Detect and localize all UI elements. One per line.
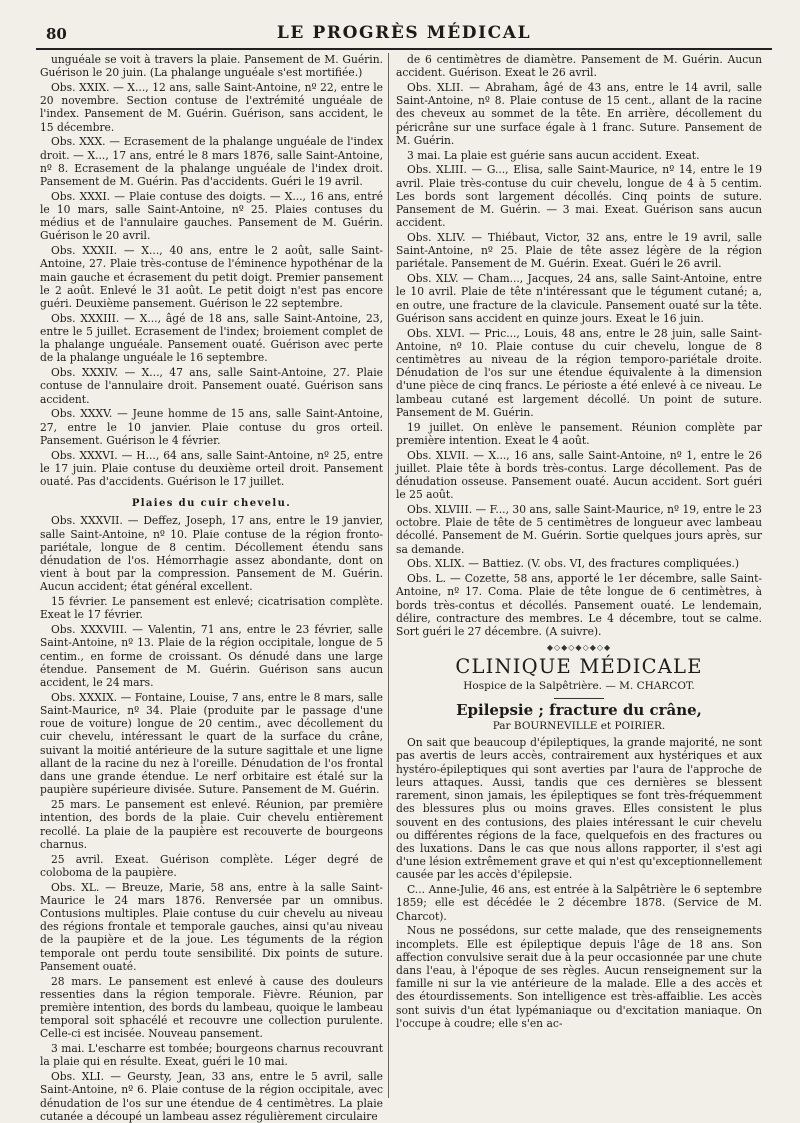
section-heading: Plaies du cuir chevelu. [131,498,292,510]
paragraph: Obs. XLIII. — G..., Elisa, salle Saint-Maurice, nº 14, entre le 19 avril. Plaie très-contuse du cuir chevelu, longue de 4 à 5 centim. Les bords sont largement décollés. Cinq points de suture. Pansement de M. Guérin. — 3 mai. Exeat. Guérison sans aucun accident. [396,163,762,230]
right-column [396,53,762,1100]
paragraph: 3 mai. La plaie est guérie sans aucun accident. Exeat. [407,148,700,162]
paragraph: Obs. XLIV. — Thiébaut, Victor, 32 ans, entre le 19 avril, salle Saint-Antoine, nº 25. Plaie de tête assez légère de la région pariétale. Pansement de M. Guérin. Exeat. Guéri le 26 avril. [396,231,762,271]
paragraph: Obs. XXIX. — X..., 12 ans, salle Saint-Antoine, nº 22, entre le 20 novembre. Section contuse de l'extrémité unguéale de l'index. Pansement de M. Guérin. Guérison, sans accident, le 15 décembre. [40,81,383,134]
article-title: Epilepsie ; fracture du crâne, [456,700,702,719]
paragraph: Nous ne possédons, sur cette malade, que des renseignements incomplets. Elle est épileptique depuis l'âge de 18 ans. Son affection convulsive serait due à la peur occasionnée par une chute dans l'eau, à l'époque de ses règles. Aucun renseignement sur la famille ni sur la vie antérieure de la malade. Elle a des accès et des étourdissements. Son intelligence est très-affaiblie. Les accès sont suivis d'un état lypémaniaque ou d'excitation maniaque. On l'occupe à coudre; elle s'en ac- [396,924,762,1030]
paragraph: Obs. XXXIX. — Fontaine, Louise, 7 ans, entre le 8 mars, salle Saint-Maurice, nº 34. Plaie (produite par le passage d'une roue de voiture) longue de 20 centim., avec décollement du cuir chevelu, intéressant le quart de la surface du crâne, suivant la moitié antérieure de la suture sagittale et une ligne allant de la racine du nez à l'oreille. Dénudation de l'os frontal dans une grande étendue. Le nerf orbitaire est étalé sur la paupière supérieure divisée. Suture. Pansement de M. Guérin. [40,690,383,797]
paragraph: de 6 centimètres de diamètre. Pansement de M. Guérin. Aucun accident. Guérison. Exeat le 26 avril. [396,53,762,80]
paragraph: Obs. XXXIII. — X..., âgé de 18 ans, salle Saint-Antoine, 23, entre le 5 juillet. Ecrasement de l'index; broiement complet de la phalange unguéale. Pansement ouaté. Guérison avec perte de la phalange unguéale le 16 septembre. [40,311,383,365]
paragraph: Obs. XXXVI. — H..., 64 ans, salle Saint-Antoine, nº 25, entre le 17 juin. Plaie contuse du deuxième orteil droit. Pansement ouaté. Pas d'accidents. Guérison le 17 juillet. [40,448,383,489]
paragraph: Obs. XLVI. — Pric..., Louis, 48 ans, entre le 28 juin, salle Saint-Antoine, nº 10. Plaie contuse du cuir chevelu, longue de 8 centimètres au niveau de la région temporo-pariétale droite. Dénudation de l'os sur une étendue équivalente à la dimension d'une pièce de cinq francs. Le périoste a été enlevé à ce niveau. Le lambeau cutané est largement décollé. Un point de suture. Pansement de M. Guérin. [396,326,762,419]
paragraph: 28 mars. Le pansement est enlevé à cause des douleurs ressenties dans la région temporale. Fièvre. Réunion, par première intention, des bords du lambeau, quoique le lambeau temporal soit sphacélé et recouvre une collection purulente. Celle-ci est incisée. Nouveau pansement. [40,974,383,1041]
paragraph: unguéale se voit à travers la plaie. Pansement de M. Guérin. Guérison le 20 juin. (La phalange unguéale s'est mortifiée.) [40,53,383,80]
section-rule [554,698,604,699]
page-header [36,22,772,50]
paragraph: Obs. XLIX. — Battiez. (V. obs. VI, des fractures compliquées.) [407,557,740,571]
paragraph: 25 avril. Exeat. Guérison complète. Léger degré de coloboma de la paupière. [40,852,383,879]
byline: Hospice de la Salpêtrière. — M. CHARCOT. [463,679,695,692]
byline: Par BOURNEVILLE et POIRIER. [492,720,666,733]
paragraph: Obs. XXX. — Ecrasement de la phalange unguéale de l'index droit. — X..., 17 ans, entré le 8 mars 1876, salle Saint-Antoine, nº 8. Ecrasement de la phalange unguéale de l'index droit. Pansement de M. Guérin. Pas d'accidents. Guéri le 19 avril. [40,135,383,189]
paragraph: Obs. XXXII. — X..., 40 ans, entre le 2 août, salle Saint-Antoine, 27. Plaie très-contuse de l'éminence hypothénar de la main gauche et écrasement du petit doigt. Premier pansement le 2 août. Enlevé le 31 août. Le petit doigt n'est pas encore guéri. Deuxième pansement. Guérison le 22 septembre. [40,244,383,311]
paragraph: 15 février. Le pansement est enlevé; cicatrisation complète. Exeat le 17 février. [40,595,383,622]
paragraph: 25 mars. Le pansement est enlevé. Réunion, par première intention, des bords de la plaie. Cuir chevelu entièrement recollé. La plaie de la paupière est recouverte de bourgeons charnus. [40,798,383,851]
ornament-divider: ◆◇◆◇◆◇◆◇◆ [546,643,612,653]
section-title: CLINIQUE MÉDICALE [455,655,703,679]
paragraph: Obs. XLV. — Cham..., Jacques, 24 ans, salle Saint-Antoine, entre le 10 avril. Plaie de tête n'intéressant que le tégument cutané; a, en outre, une fracture de la clavicule. Pansement ouaté sur la tête. Guérison sans accident en quinze jours. Exeat le 16 juin. [396,272,762,325]
paragraph: Obs. XXXI. — Plaie contuse des doigts. — X..., 16 ans, entré le 10 mars, salle Saint-Antoine, nº 25. Plaies contuses du médius et de l'annulaire gauches. Pansement de M. Guérin. Guérison le 20 avril. [40,189,383,243]
paragraph: Obs. XXXIV. — X..., 47 ans, salle Saint-Antoine, 27. Plaie contuse de l'annulaire droit. Pansement ouaté. Guérison sans accident. [40,366,383,406]
running-title: LE PROGRÈS MÉDICAL [276,23,532,43]
paragraph: C... Anne-Julie, 46 ans, est entrée à la Salpêtrière le 6 septembre 1859; elle est décédée le 2 décembre 1878. (Service de M. Charcot). [396,883,762,923]
paragraph: Obs. XXXV. — Jeune homme de 15 ans, salle Saint-Antoine, 27, entre le 10 janvier. Plaie contuse du gros orteil. Pansement. Guérison le 4 février. [40,407,383,447]
paragraph: Obs. L. — Cozette, 58 ans, apporté le 1er décembre, salle Saint-Antoine, nº 17. Coma. Plaie de tête longue de 6 centimètres, à bords très-contus et décollés. Pansement ouaté. Le lendemain, délire, contracture des membres. Le 4 décembre, tout se calme. Sort guéri le 27 décembre. (A suivre). [396,572,762,639]
paragraph: Obs. XLI. — Geursty, Jean, 33 ans, entre le 5 avril, salle Saint-Antoine, nº 6. Plaie contuse de la région occipitale, avec dénudation de l'os sur une étendue de 4 centimètres. La plaie cutanée a découpé un lambeau assez régulièrement circulaire [40,1070,383,1123]
page-number: 80 [46,25,67,43]
left-column [40,53,383,1123]
paragraph: Obs. XXXVIII. — Valentin, 71 ans, entre le 23 février, salle Saint-Antoine, nº 13. Plaie de la région occipitale, longue de 5 centim., en forme de croissant. Os dénudé dans une large étendue. Pansement de M. Guérin. Guérison sans aucun accident, le 24 mars. [40,623,383,690]
paragraph: Obs. XLII. — Abraham, âgé de 43 ans, entre le 14 avril, salle Saint-Antoine, nº 8. Plaie contuse de 15 cent., allant de la racine des cheveux au sommet de la tête. En arrière, décollement du péricrâne sur une surface égale à 1 franc. Suture. Pansement de M. Guérin. [396,81,762,147]
paragraph: 19 juillet. On enlève le pansement. Réunion complète par première intention. Exeat le 4 août. [396,420,762,447]
paragraph: Obs. XLVIII. — F..., 30 ans, salle Saint-Maurice, nº 19, entre le 23 octobre. Plaie de tête de 5 centimètres de longueur avec lambeau décollé. Pansement de M. Guérin. Sortie quelques jours après, sur sa demande. [396,503,762,556]
paragraph: Obs. XLVII. — X..., 16 ans, salle Saint-Antoine, nº 1, entre le 26 juillet. Plaie tête à bords très-contus. Large décollement. Pas de dénudation osseuse. Pansement ouaté. Aucun accident. Sort guéri le 25 août. [396,448,762,502]
paragraph: Obs. XL. — Breuze, Marie, 58 ans, entre à la salle Saint-Maurice le 24 mars 1876. Renversée par un omnibus. Contusions multiples. Plaie contuse du cuir chevelu au niveau des régions frontale et temporale gauches, ainsi qu'au niveau de la paupière et de la joue. Les téguments de la région temporale ont perdu toute sensibilité. Dix points de suture. Pansement ouaté. [40,880,383,973]
column-divider [388,53,389,1098]
paragraph: On sait que beaucoup d'épileptiques, la grande majorité, ne sont pas avertis de leurs accès, contrairement aux hystériques et aux hystéro-épileptiques qui sont averties par l'aura de l'approche de leurs attaques. Aussi, tandis que ces dernières se blessent rarement, sinon jamais, les épileptiques se font très-fréquemment des blessures plus ou moins graves. Elles consistent le plus souvent en des contusions, des plaies intéressant le cuir chevelu ou différentes régions de la face, quelquefois en des fractures ou des luxations. Dans le cas que nous allons rapporter, il s'est agi d'une lésion extrêmement grave et qui n'est qu'exceptionnellement causée par les accès d'épilepsie. [396,736,762,882]
paragraph: 3 mai. L'escharre est tombée; bourgeons charnus recouvrant la plaie qui en résulte. Exeat, guéri le 10 mai. [40,1042,383,1069]
paragraph: Obs. XXXVII. — Deffez, Joseph, 17 ans, entre le 19 janvier, salle Saint-Antoine, nº 10. Plaie contuse de la région fronto-pariétale, longue de 8 centim. Décollement étendu sans dénudation de l'os. Hémorrhagie assez abondante, dont on vient à bout par la compression. Pansement de M. Guérin. Aucun accident; état général excellent. [40,514,383,594]
